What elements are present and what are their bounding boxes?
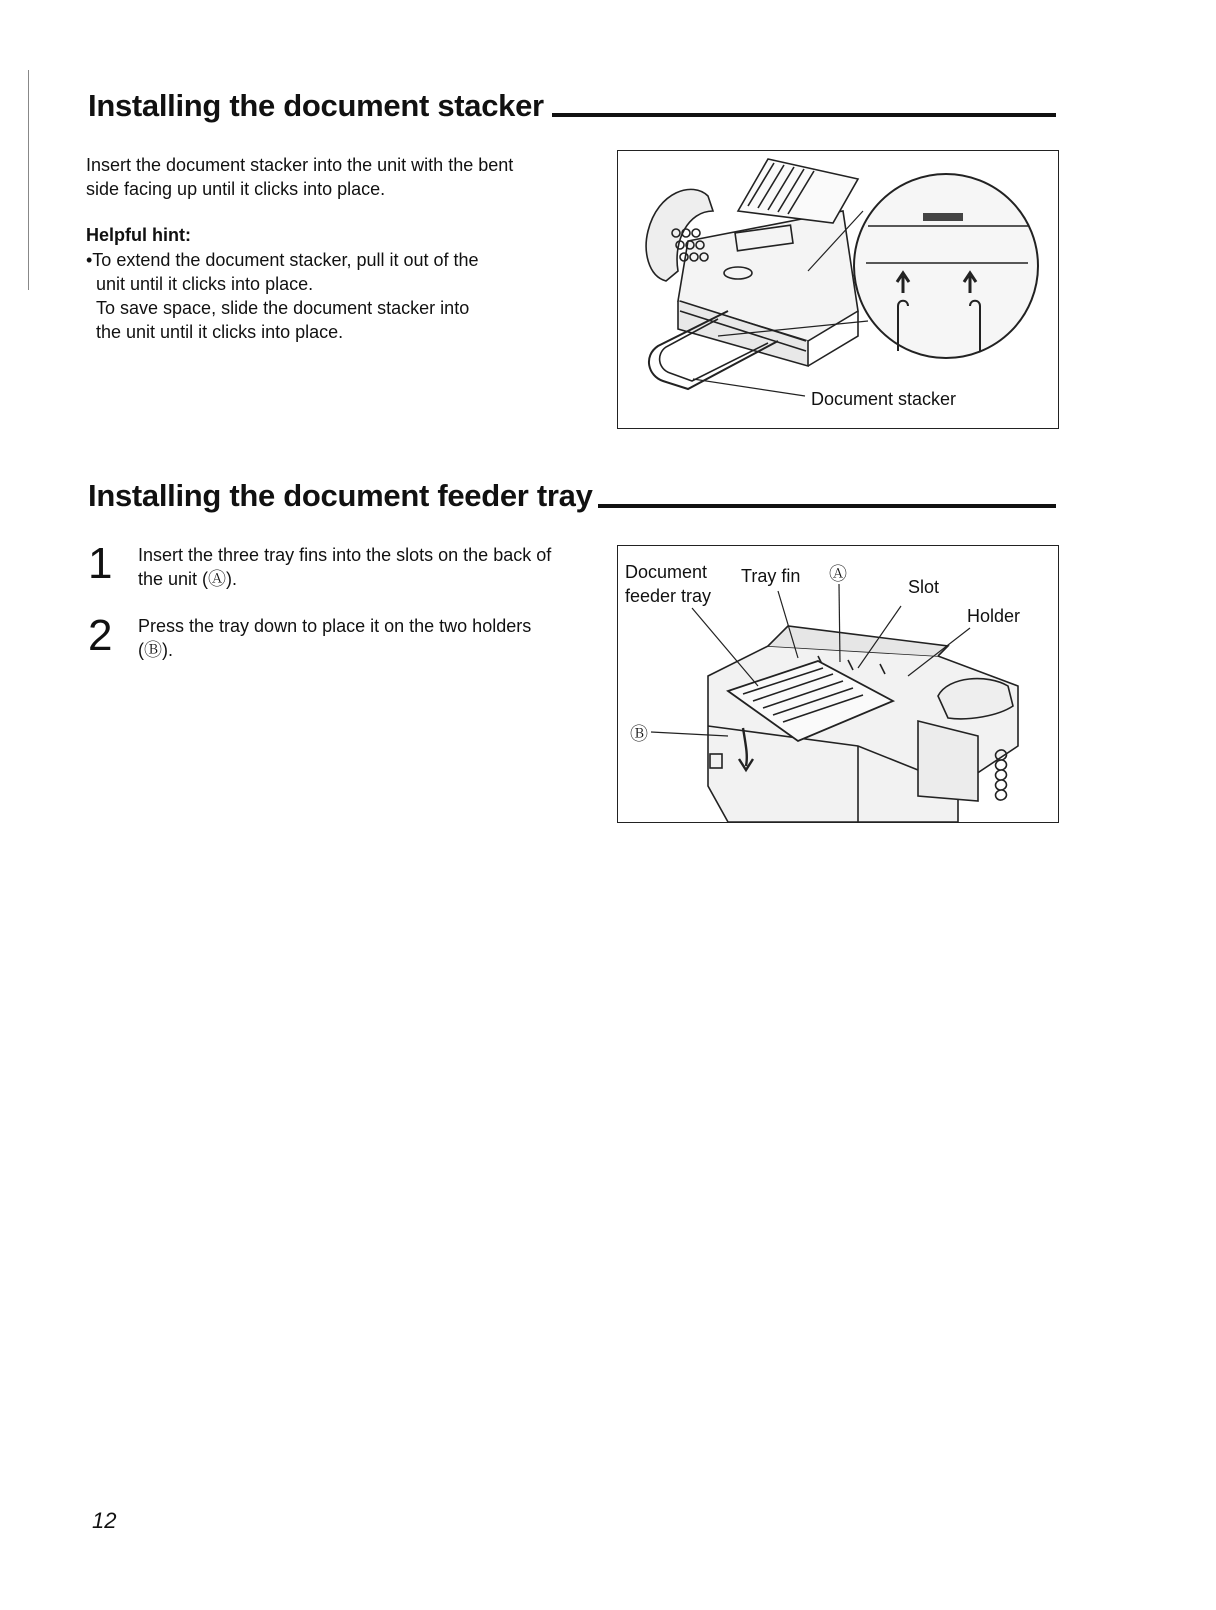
stacker-figure: [617, 150, 1059, 429]
feeder-label-tray-line1: Document: [625, 562, 708, 582]
feeder-figure: [617, 545, 1059, 823]
helpful-hint-title: Helpful hint:: [86, 225, 191, 245]
hint-line-1: •To extend the document stacker, pull it out of the: [86, 250, 479, 270]
feeder-label-tray-fin: Tray fin: [741, 566, 801, 586]
stacker-section-title: Installing the document stacker: [88, 88, 544, 123]
page-number: 12: [92, 1508, 117, 1533]
stacker-illustration: [618, 151, 1058, 428]
step-1-number: 1: [88, 539, 113, 588]
step-1-text: Insert the three tray fins into the slots on the back of the unit (Ⓐ).: [138, 545, 552, 589]
stacker-instruction: Insert the document stacker into the unit with the bent side facing up until it clicks into place.: [86, 155, 514, 199]
stacker-figure-label: Document stacker: [811, 389, 957, 409]
scan-margin-mark: [28, 70, 29, 290]
step-2-text: Press the tray down to place it on the two holders (Ⓑ).: [138, 616, 532, 660]
hint-line-2: unit until it clicks into place.: [96, 274, 314, 294]
step-2-number: 2: [88, 611, 113, 660]
feeder-label-holder: Holder: [967, 606, 1021, 626]
feeder-label-slot: Slot: [908, 577, 940, 597]
stacker-title-rule: [552, 113, 1056, 117]
hint-line-4: the unit until it clicks into place.: [96, 322, 344, 342]
feeder-label-b: Ⓑ: [630, 724, 648, 744]
feeder-label-a: Ⓐ: [829, 564, 847, 584]
feeder-title-rule: [598, 504, 1056, 508]
feeder-label-tray-line2: feeder tray: [625, 586, 712, 606]
feeder-section-title: Installing the document feeder tray: [88, 478, 593, 513]
hint-line-3: To save space, slide the document stacker into: [96, 298, 470, 318]
feeder-illustration: [618, 546, 1058, 822]
